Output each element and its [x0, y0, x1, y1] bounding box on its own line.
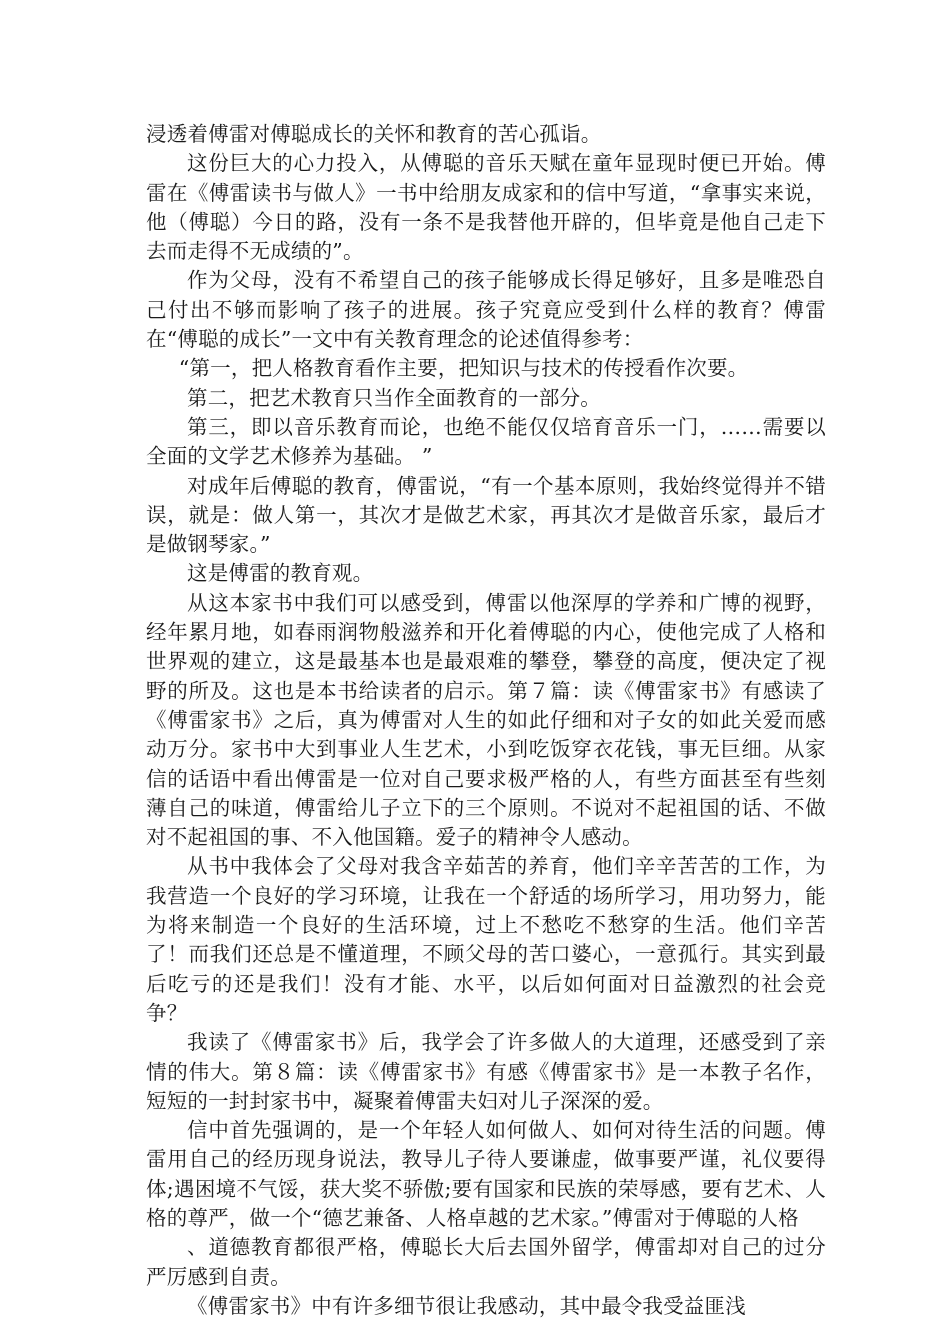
paragraph-14: 《傅雷家书》中有许多细节很让我感动，其中最令我受益匪浅 [187, 1293, 746, 1318]
paragraph-2: 这份巨大的心力投入，从傅聪的音乐天赋在童年显现时便已开始。傅雷在《傅雷读书与做人》一书中给朋友成家和的信中写道，“拿事实来说，他（傅聪）今日的路，没有一条不是我替他开辟的，但毕竟是他自己走下去而走得不无成绩的”。 [146, 151, 826, 264]
paragraph-11: 我读了《傅雷家书》后，我学会了许多做人的大道理，还感受到了亲情的伟大。第８篇：读《傅雷家书》有感《傅雷家书》是一本教子名作，短短的一封封家书中，凝聚着傅雷夫妇对儿子深深的爱。 [146, 1030, 826, 1113]
paragraph-13: 、道德教育都很严格，傅聪长大后去国外留学，傅雷却对自己的过分严厉感到自责。 [146, 1235, 826, 1289]
paragraph-12: 信中首先强调的，是一个年轻人如何做人、如何对待生活的问题。傅雷用自己的经历现身说法，教导儿子待人要谦虚，做事要严谨，礼仪要得体;遇困境不气馁，获大奖不骄傲;要有国家和民族的荣辱感，要有艺术、人格的尊严，做一个“德艺兼备、人格卓越的艺术家。”傅雷对于傅聪的人格 [146, 1118, 826, 1230]
paragraph-10: 从书中我体会了父母对我含辛茹苦的养育，他们辛辛苦苦的工作，为我营造一个良好的学习环境，让我在一个舒适的场所学习，用功努力，能为将来制造一个良好的生活环境，过上不愁吃不愁穿的生活。他们辛苦了！而我们还总是不懂道理，不顾父母的苦口婆心，一意孤行。其实到最后吃亏的还是我们！没有才能、水平，以后如何面对日益激烈的社会竞争？ [146, 854, 826, 1025]
paragraph-9: 从这本家书中我们可以感受到，傅雷以他深厚的学养和广博的视野，经年累月地，如春雨润物般滋养和开化着傅聪的内心，使他完成了人格和世界观的建立，这是最基本也是最艰难的攀登，攀登的高度，便决定了视野的所及。这也是本书给读者的启示。第７篇：读《傅雷家书》有感读了《傅雷家书》之后，真为傅雷对人生的如此仔细和对子女的如此关爱而感动万分。家书中大到事业人生艺术，小到吃饭穿衣花钱，事无巨细。从家信的话语中看出傅雷是一位对自己要求极严格的人，有些方面甚至有些刻薄自己的味道，傅雷给儿子立下的三个原则。不说对不起祖国的话、不做对不起祖国的事、不入他国籍。爱子的精神令人感动。 [146, 590, 826, 850]
paragraph-3: 作为父母，没有不希望自己的孩子能够成长得足够好，且多是唯恐自己付出不够而影响了孩子的进展。孩子究竟应受到什么样的教育？傅雷 在“傅聪的成长”一文中有关教育理念的论述值得参考： [146, 268, 826, 352]
paragraph-1: 浸透着傅雷对傅聪成长的关怀和教育的苦心孤诣。 [146, 122, 602, 146]
paragraph-7: 对成年后傅聪的教育，傅雷说，“有一个基本原则，我始终觉得并不错误，就是：做人第一，其次才是做艺术家，再其次才是做音乐家，最后才是做钢琴家。” [146, 473, 826, 557]
paragraph-6: 第三，即以音乐教育而论，也绝不能仅仅培育音乐一门，……需要以全面的文学艺术修养为基础。 ” [146, 414, 826, 469]
paragraph-4: “第一，把人格教育看作主要，把知识与技术的传授看作次要。 [178, 356, 749, 381]
paragraph-8: 这是傅雷的教育观。 [187, 561, 374, 586]
paragraph-5: 第二，把艺术教育只当作全面教育的一部分。 [187, 385, 601, 410]
document-body [146, 120, 826, 1321]
